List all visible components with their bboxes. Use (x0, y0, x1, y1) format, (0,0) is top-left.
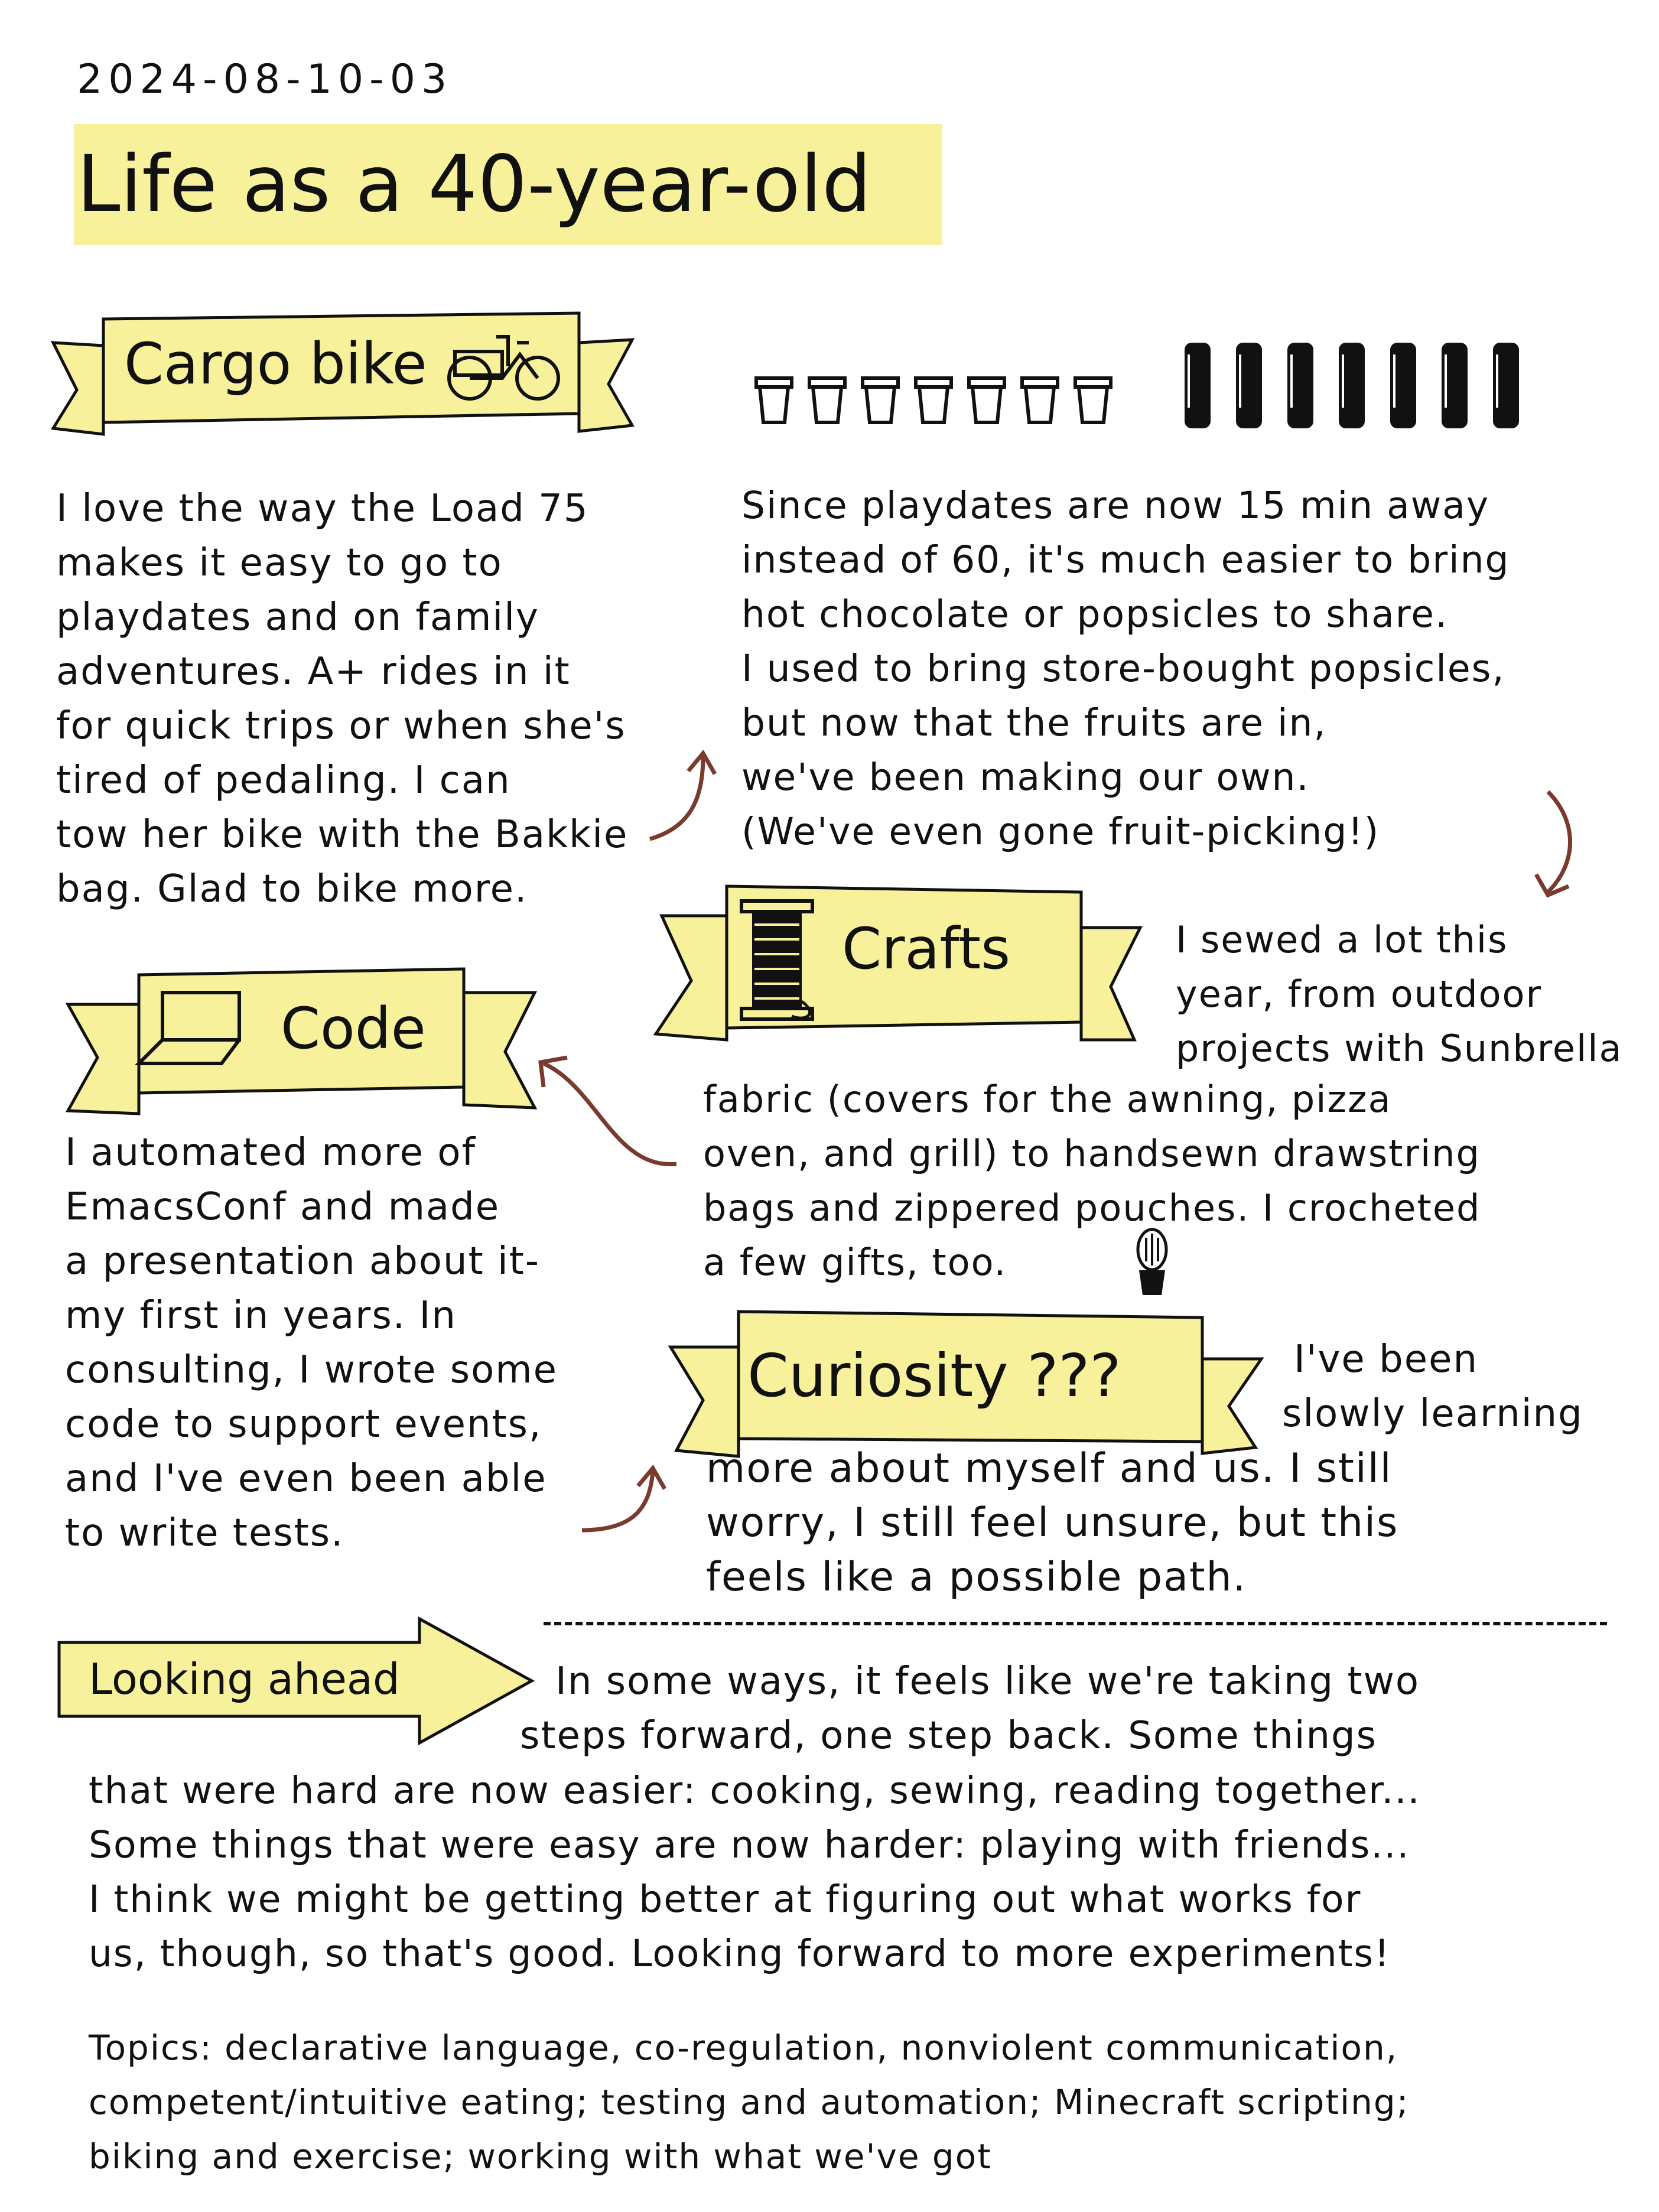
date-label: 2024-08-10-03 (77, 56, 453, 103)
cargo-bike-label: Cargo bike (124, 331, 427, 397)
looking-ahead-paragraph-right (520, 1654, 1642, 1763)
laptop-icon (133, 987, 251, 1069)
text-line: Some things that were easy are now harder: playing with friends... (89, 1823, 1410, 1866)
cup-icon (756, 378, 1111, 422)
arrow-icon (1512, 786, 1583, 904)
page-title: Life as a 40-year-old (77, 139, 871, 230)
text-line: projects with Sunbrella (1176, 1027, 1623, 1070)
code-label: Code (281, 996, 426, 1062)
text-line: (We've even gone fruit-picking!) (741, 810, 1380, 853)
text-line: I sewed a lot this (1176, 918, 1508, 961)
text-line: I've been (1294, 1338, 1478, 1381)
arrow-icon (638, 733, 733, 851)
text-line: competent/intuitive eating; testing and automation; Minecraft scripting; (89, 2082, 1410, 2122)
text-line: us, though, so that's good. Looking forward to more experiments! (89, 1932, 1391, 1975)
text-line: bag. Glad to bike more. (56, 867, 528, 911)
looking-ahead-label: Looking ahead (89, 1654, 400, 1704)
curiosity-paragraph (706, 1442, 1645, 1605)
topics-paragraph (89, 2021, 1648, 2184)
text-line: year, from outdoor (1176, 972, 1542, 1016)
looking-ahead-paragraph (89, 1764, 1648, 1981)
cargo-bike-paragraph (56, 482, 676, 916)
text-line: my first in years. In (65, 1294, 457, 1338)
crafts-paragraph-right (1176, 913, 1637, 1076)
text-line: for quick trips or when she's (56, 704, 626, 748)
popsicle-icon (1185, 343, 1519, 428)
code-paragraph (65, 1125, 656, 1560)
text-line: I automated more of (65, 1131, 477, 1175)
text-line: steps forward, one step back. Some things (520, 1714, 1377, 1758)
crafts-banner (644, 880, 1152, 1058)
text-line: hot chocolate or popsicles to share. (741, 593, 1449, 636)
looking-ahead-banner (59, 1613, 544, 1749)
curiosity-banner (659, 1294, 1273, 1465)
text-line: In some ways, it feels like we're taking two (555, 1660, 1420, 1703)
text-line: makes it easy to go to (56, 541, 503, 585)
text-line: we've been making our own. (741, 756, 1310, 799)
text-line: Topics: declarative language, co-regulation, nonviolent communication, (89, 2028, 1398, 2068)
cups-and-popsicles-row (750, 337, 1566, 437)
text-line: playdates and on family (56, 596, 539, 639)
dashed-divider (544, 1622, 1607, 1625)
thread-spool-icon (736, 895, 818, 1025)
text-line: feels like a possible path. (706, 1554, 1247, 1601)
code-banner (56, 963, 547, 1128)
curiosity-label: Curiosity ??? (747, 1341, 1121, 1410)
text-line: tired of pedaling. I can (56, 759, 511, 802)
text-line: to write tests. (65, 1511, 344, 1555)
text-line: instead of 60, it's much easier to bring (741, 538, 1510, 581)
cargo-bike-banner (35, 295, 650, 443)
text-line: tow her bike with the Bakkie (56, 813, 629, 857)
text-line: slowly learning (1282, 1392, 1583, 1436)
text-line: EmacsConf and made (65, 1185, 500, 1229)
text-line: biking and exercise; working with what we've got (89, 2136, 992, 2177)
text-line: consulting, I wrote some (65, 1348, 558, 1392)
text-line: I think we might be getting better at figuring out what works for (89, 1878, 1362, 1921)
cargo-bike-icon (443, 319, 561, 408)
text-line: more about myself and us. I still (706, 1445, 1393, 1492)
text-line: fabric (covers for the awning, pizza (703, 1078, 1392, 1121)
text-line: but now that the fruits are in, (741, 701, 1327, 744)
text-line: a presentation about it- (65, 1240, 540, 1283)
crafts-label: Crafts (842, 916, 1011, 982)
text-line: I used to bring store-bought popsicles, (741, 647, 1505, 690)
text-line: a few gifts, too. (703, 1241, 1007, 1284)
text-line: code to support events, (65, 1403, 542, 1446)
text-line: Since playdates are now 15 min away (741, 484, 1490, 527)
crocheted-cactus-icon (1128, 1223, 1176, 1300)
text-line: adventures. A+ rides in it (56, 650, 571, 694)
text-line: oven, and grill) to handsewn drawstring (703, 1132, 1481, 1175)
text-line: bags and zippered pouches. I crocheted (703, 1186, 1481, 1229)
curiosity-paragraph-right (1282, 1332, 1648, 1441)
text-line: and I've even been able (65, 1457, 547, 1501)
text-line: that were hard are now easier: cooking, sewing, reading together... (89, 1769, 1421, 1812)
playdates-paragraph (741, 479, 1645, 859)
text-line: I love the way the Load 75 (56, 487, 589, 531)
text-line: worry, I still feel unsure, but this (706, 1499, 1399, 1546)
